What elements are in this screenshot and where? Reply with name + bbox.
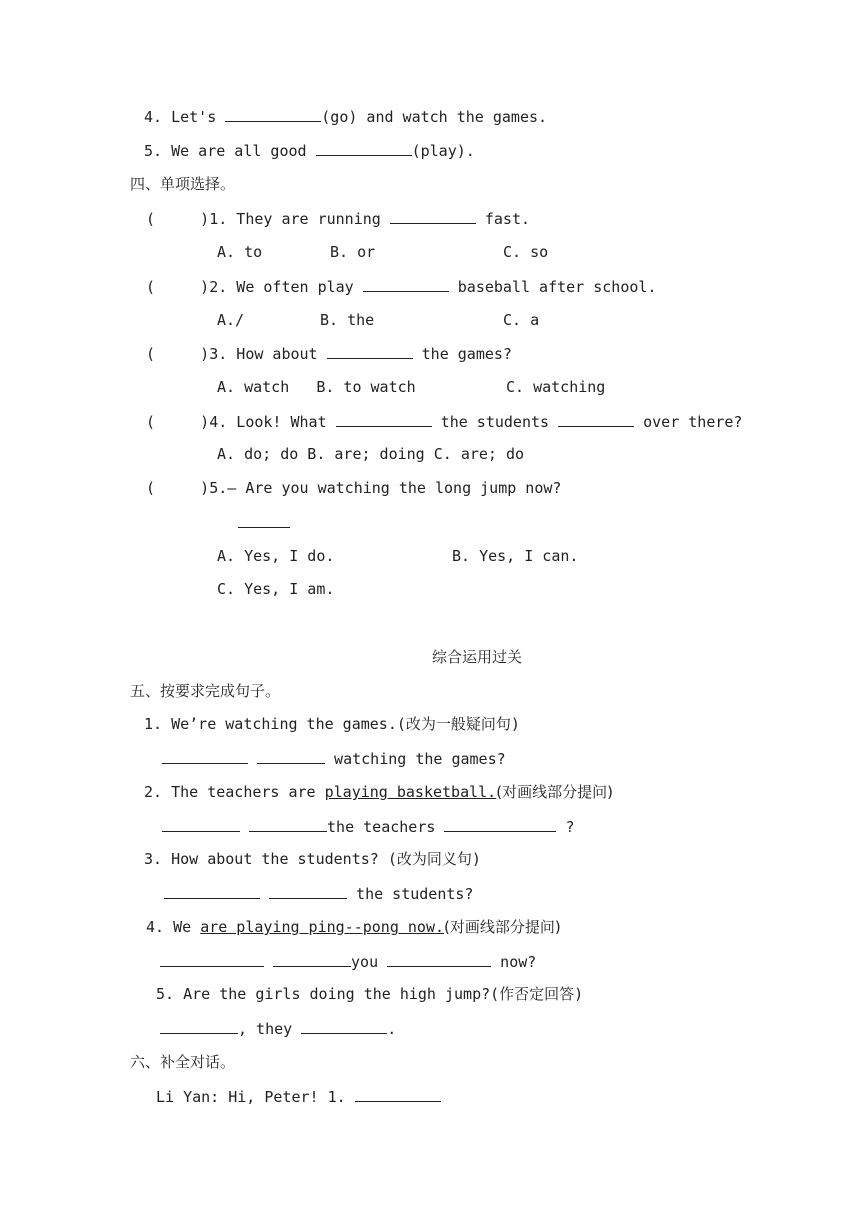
answer-blank[interactable] (355, 1086, 441, 1102)
section-heading: 四、单项选择。 (130, 175, 236, 193)
answer-blank[interactable] (558, 411, 634, 427)
answer-blank[interactable] (160, 951, 264, 967)
rewrite-item: 4. We are playing ping--pong now.(对画线部分提问) (146, 918, 561, 936)
mc-option: B. or (330, 243, 376, 261)
mc-option: B. Yes, I can. (452, 547, 579, 565)
underlined-phrase: playing basketball. (324, 783, 497, 801)
answer-blank[interactable] (162, 816, 240, 832)
fill-blank-item: 4. Let's (go) and watch the games. (144, 108, 548, 126)
mc-question: ( )5.— Are you watching the long jump now? (146, 479, 562, 497)
answer-blank[interactable] (390, 208, 476, 224)
answer-blank[interactable] (387, 951, 491, 967)
section-heading: 六、补全对话。 (130, 1053, 236, 1071)
answer-line: watching the games? (162, 748, 506, 769)
answer-blank[interactable] (257, 748, 325, 764)
answer-blank[interactable] (269, 883, 347, 899)
mc-options: A. watch B. to watch C. watching (217, 378, 606, 396)
answer-blank[interactable] (164, 883, 260, 899)
section-heading: 五、按要求完成句子。 (130, 682, 281, 700)
answer-line: the teachers ? (162, 816, 575, 837)
mc-options: A. do; do B. are; doing C. are; do (217, 445, 525, 463)
answer-blank[interactable] (444, 816, 556, 832)
mc-option: B. the (320, 311, 375, 329)
rewrite-item: 1. We’re watching the games.(改为一般疑问句) (144, 715, 520, 733)
dialogue-line: Li Yan: Hi, Peter! 1. (156, 1086, 441, 1107)
answer-blank[interactable] (225, 106, 321, 122)
answer-line: , they . (160, 1018, 396, 1039)
answer-blank[interactable] (160, 1018, 238, 1034)
answer-line: the students? (164, 883, 473, 904)
rewrite-item: 2. The teachers are playing basketball.(对画线部分提问) (144, 783, 613, 801)
mc-option: C. Yes, I am. (217, 580, 335, 598)
answer-blank[interactable] (238, 512, 290, 528)
answer-blank[interactable] (301, 1018, 387, 1034)
rewrite-item: 3. How about the students? (改为同义句) (144, 850, 481, 868)
answer-blank[interactable] (363, 276, 449, 292)
mc-question: ( )1. They are running fast. (146, 210, 531, 228)
mc-question: ( )4. Look! What the students over there? (146, 413, 743, 431)
answer-blank[interactable] (316, 140, 412, 156)
answer-blank[interactable] (336, 411, 432, 427)
mc-option: A./ (217, 311, 245, 329)
underlined-phrase: are playing ping--pong now. (200, 918, 445, 936)
answer-blank[interactable] (249, 816, 327, 832)
rewrite-item: 5. Are the girls doing the high jump?(作否定回答) (156, 985, 584, 1003)
mc-question: ( )2. We often play baseball after school. (146, 278, 657, 296)
fill-blank-item: 5. We are all good (play). (144, 142, 475, 160)
mc-option: C. a (503, 311, 540, 329)
answer-line: you now? (160, 951, 536, 972)
mc-option: C. so (503, 243, 549, 261)
mc-question: ( )3. How about the games? (146, 345, 512, 363)
answer-blank[interactable] (327, 343, 413, 359)
answer-blank[interactable] (273, 951, 351, 967)
mc-option: A. to (217, 243, 263, 261)
mc-option: A. Yes, I do. (217, 547, 335, 565)
answer-blank[interactable] (162, 748, 248, 764)
section-title: 综合运用过关 (432, 648, 523, 666)
response-blank-line (238, 512, 290, 533)
